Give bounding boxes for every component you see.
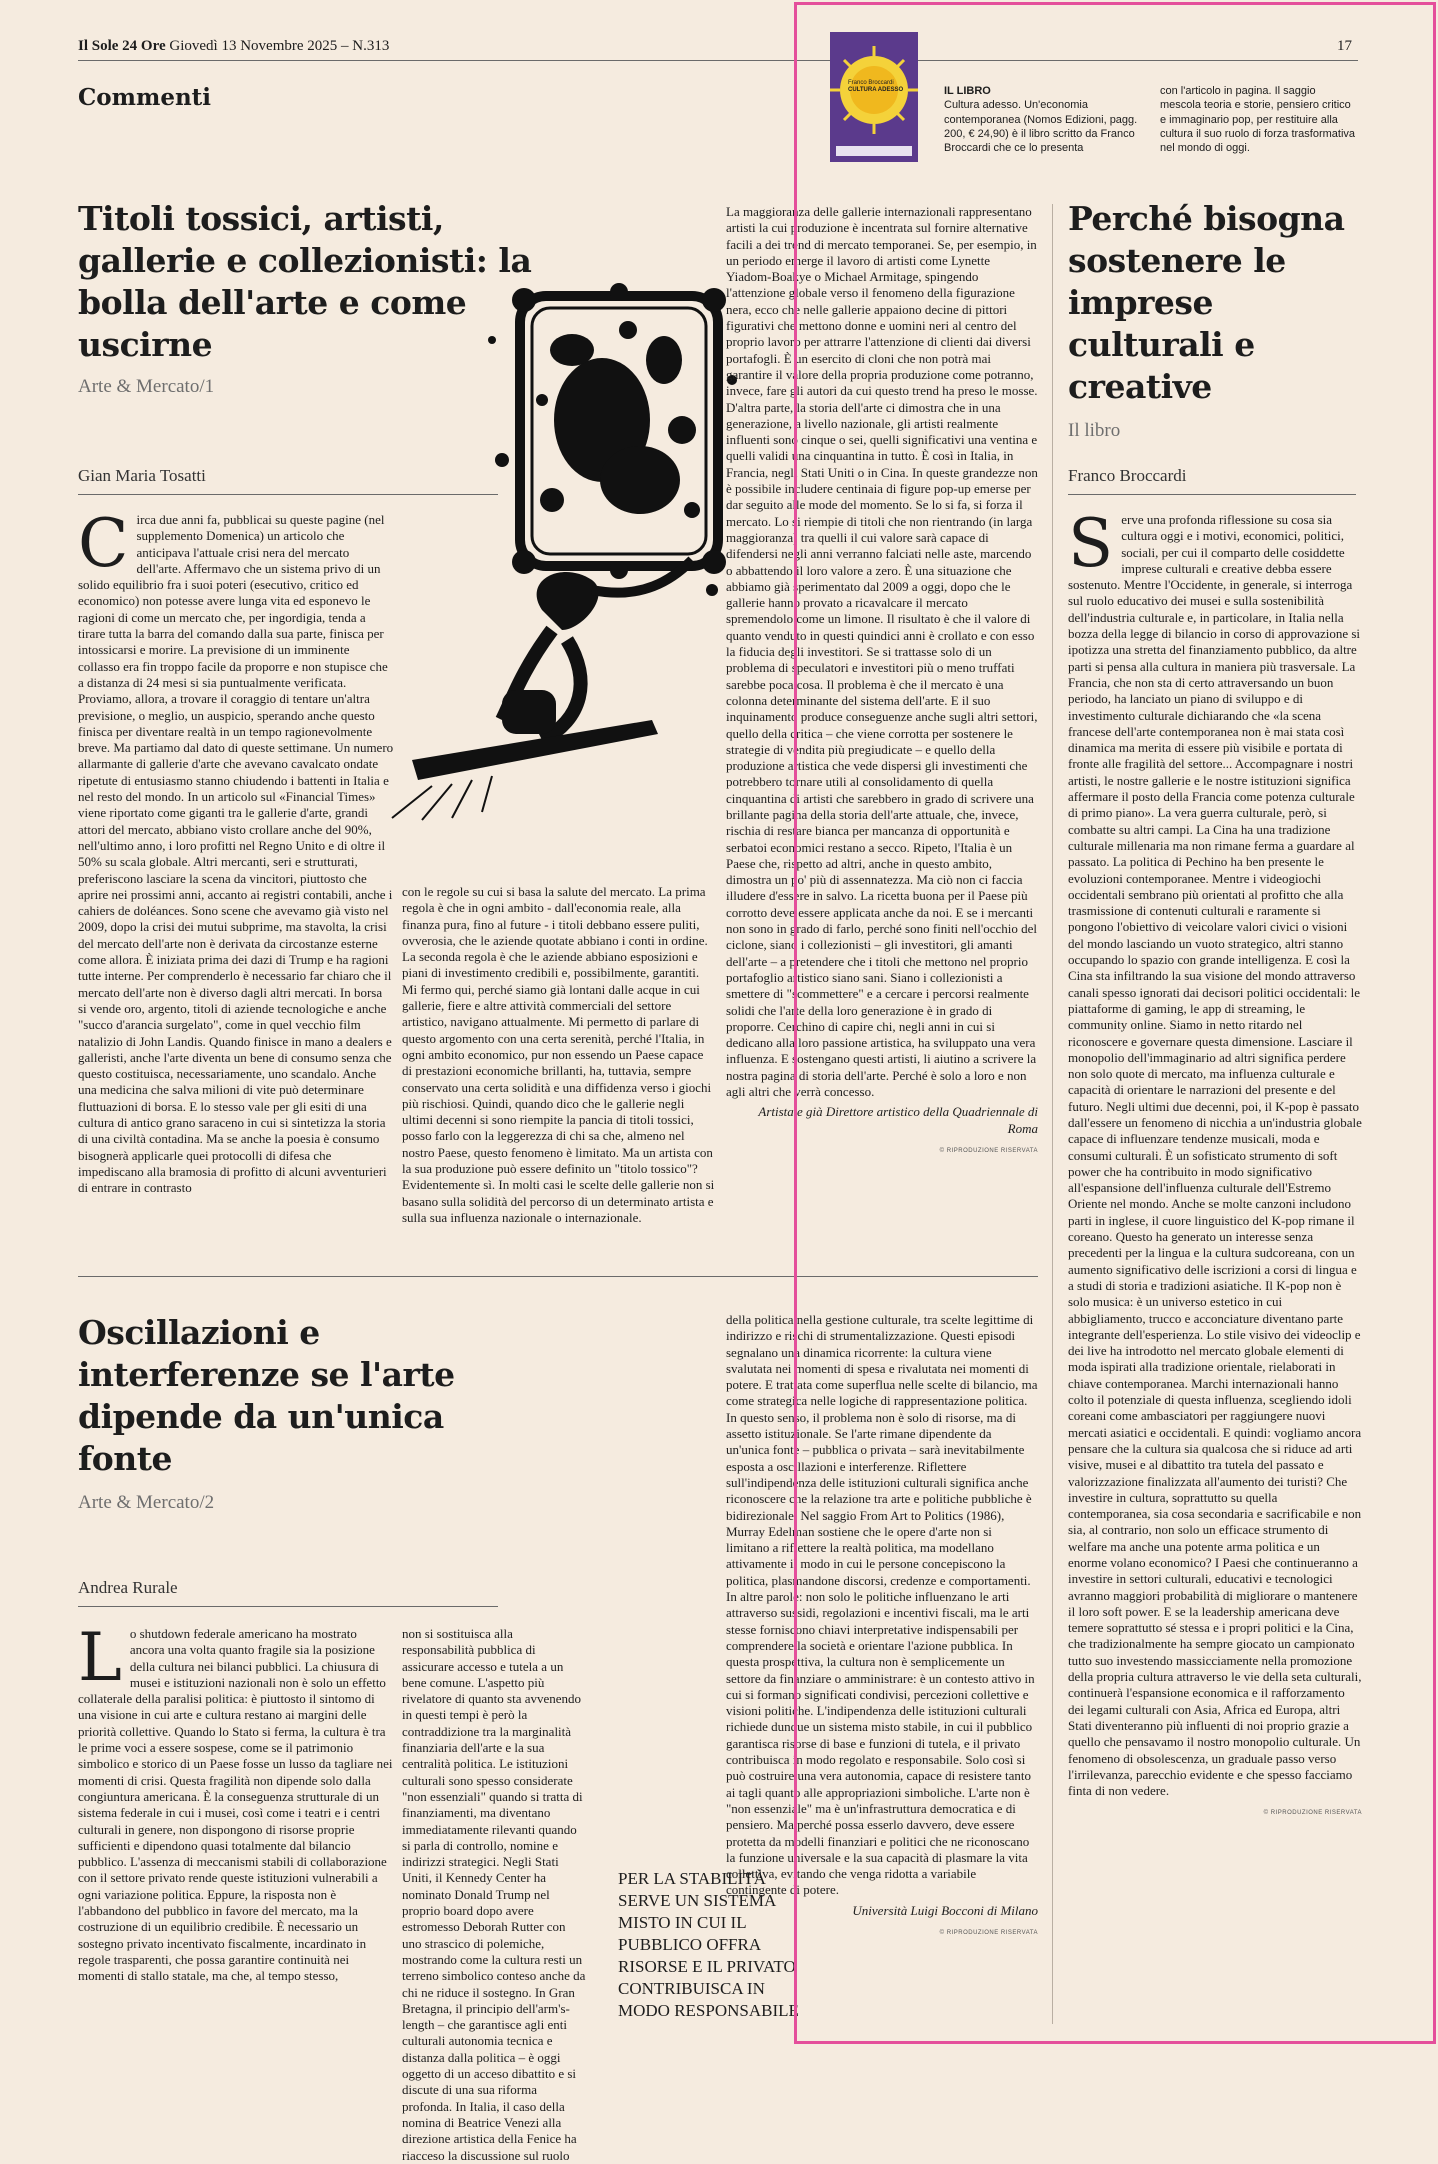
article2-col2-text: non si sostituisca alla responsabilità pubblica di assicurare accesso e tutela a un bene comune. L'aspetto più rivelatore di quanto sta avvenendo in questi tempi è però la contraddizione tra la marginalità finanziaria dell'arte e la sua centralità politica. Le istituzioni culturali sono spesso considerate "non essenziali" quando si tratta di finanziamenti, ma diventano immediatamente rilevanti quando si parla di controllo, nomine e indirizzi strategici. Negli Stati Uniti, il Kennedy Center ha nominato Donald Trump nel proprio board dopo avere estromesso Deborah Rutter con uno strascico di polemiche, mostrando come la cultura resti un terreno simbolico conteso anche da chi ne riduce il sostegno. In Gran Bretagna, il principio dell'arm's-length – che garantisce agli enti culturali autonomia tecnica e distanza dalla politica – è oggi oggetto di un acceso dibattito e si discute di una sua riforma profonda. In Italia, il caso della nomina di Beatrice Venezi alla direzione artistica della Fenice ha riacceso la discussione sul ruolo <box>402 1626 586 2163</box>
skateboarder-figure-icon <box>392 560 692 820</box>
article2-pullquote: PER LA STABILITÀ SERVE UN SISTEMA MISTO IN CUI IL PUBBLICO OFFRA RISORSE E IL PRIVATO CONTRIBUISCA IN MODO RESPONSABILE <box>618 1869 799 2020</box>
paper-name: Il Sole 24 Ore <box>78 38 166 54</box>
article2-col2 <box>402 1626 588 2163</box>
ink-frame-skateboarder-illustration <box>392 200 744 820</box>
article1-col2-text: con le regole su cui si basa la salute del mercato. La prima regola è che in ogni ambito - dall'economia reale, alla finanza pura, fino al future - i titoli debbano essere puliti, ovverosia, che le aziende quotate abbiano i conti in ordine. La seconda regola è che le aziende abbiano esposizioni e piani di investimento credibili e, possibilmente, garantiti. Mi fermo qui, perché siamo già lontani dalle acque in cui gallerie, fiere e altre attività commerciali del settore artistico, navigano attualmente. Mi permetto di parlare di questo argomento con una certa serenità, perché l'Italia, in ogni ambito economico, pur non essendo un Paese capace di prestazioni economiche brillanti, ha, tuttavia, sempre conservato una certa solidità e una diffidenza verso i giochi più rischiosi. Quindi, quando dico che le gallerie negli ultimi decenni si sono riempite la pancia di titoli tossici, posso farlo con la leggerezza di chi sa che, almeno nel nostro Paese, questo fenomeno è limitato. Ma un artista con la sua produzione può essere definito un "titolo tossico"? Evidentemente sì. In molti casi le scelte delle gallerie non si basano sulla solidità del percorso di un determinato artista e sulla sua influenza nazionale o internazionale. <box>402 884 715 1225</box>
article1-author: Gian Maria Tosatti <box>78 466 206 485</box>
article2-rights: © RIPRODUZIONE RISERVATA <box>939 1929 1038 1936</box>
article3-kicker: Il libro <box>1068 420 1121 441</box>
article3-author: Franco Broccardi <box>1068 466 1187 485</box>
book-box-description: Cultura adesso. Un'economia contemporanea (Nomos Edizioni, pagg. 200, € 24,90) è il libro scritto da Franco Broccardi che ce lo presenta <box>944 99 1138 155</box>
cover-author: Franco Broccardi <box>848 80 894 86</box>
selection-highlight-frame <box>794 2 1436 2044</box>
article3-dropcap: S <box>1068 505 1114 582</box>
article1-signature: Artista e già Direttore artistico della Quadriennale di Roma <box>758 1104 1038 1136</box>
book-box-text2: con l'articolo in pagina. Il saggio mescola teoria e storie, pensiero critico e immaginario pop, per restituire alla cultura il suo ruolo di forza trasformativa nel mondo di oggi. <box>1160 85 1356 155</box>
cover-title: CULTURA ADESSO <box>848 87 904 93</box>
article1-dropcap: C <box>78 505 129 582</box>
article2-col3-text: della politica nella gestione culturale, tra scelte legittime di indirizzo e rischi di strumentalizzazione. Questi episodi segnalano una dinamica ricorrente: la cultura viene svalutata nei momenti di spesa e rivalutata nei momenti di potere. E trattata come superflua nelle scelte di bilancio, ma come strategica nelle logiche di rappresentazione politica. In questo senso, il problema non è solo di risorse, ma di assetto istituzionale. Se l'arte rimane dipendente da un'unica fonte – pubblica o privata – sarà inevitabilmente esposta a oscillazioni e interferenze. Riflettere sull'indipendenza delle istituzioni culturali significa anche riconoscere che la relazione tra arte e politiche pubbliche è bidirezionale. Nel saggio From Art to Politics (1986), Murray Edelman sostiene che le opere d'arte non si limitano a riflettere la realtà politica, ma modellano attivamente il modo in cui le persone concepiscono la politica, plasmandone discorsi, credenze e comportamenti. In altre parole: non solo le politiche influenzano le arti attraverso sussidi, regolazioni e incentivi fiscali, ma le arti stesse forniscono chiavi interpretative indispensabili per comprendere la società e orientare l'azione pubblica. In questa prospettiva, la cultura non è semplicemente un settore da finanziare o amministrare: è un contesto attivo in cui si formano significati condivisi, percezioni collettive e visioni politiche. L'indipendenza delle istituzioni culturali richiede dunque un sistema misto stabile, in cui il pubblico garantisca risorse di base e funzioni di tutela, e il privato contribuisca in modo regolato e responsabile. Solo così si può costruire una vera autonomia, capace di resistere tanto ai tagli quanto alle appropriazioni simboliche. L'arte non è "non essenziale" ma è un'infrastruttura democratica e di pensiero. Ma perché possa esserlo davvero, deve essere protetta da modelli finanziari e politici che ne riconoscano la funzione universale e la sua capacità di plasmare la vita collettiva, evitando che venga ridotta a variabile contingente di potere. <box>726 1312 1038 1898</box>
article2-title: Oscillazioni e interferenze se l'arte dipende da un'unica fonte <box>78 1313 455 1478</box>
article2-col1 <box>78 1619 394 2026</box>
article3-text: erve una profonda riflessione su cosa sia cultura oggi e i motivi, economici, politici, sociali, per cui il comparto delle cosiddette imprese culturali e creative debba essere sostenuto. Mentre l'Occidente, in generale, si interroga sul ruolo educativo dei musei e sulla sostenibilità dell'industria culturale e, in particolare, in Italia nella bozza della legge di bilancio in corso di approvazione si ipotizza una stretta del finanziamento pubblico, da altre parti si pensa alla cultura in maniera più trasversale. La Francia, che non sta di certo attraversando un buon periodo, ha lanciato un piano di sviluppo e di investimento culturale dichiarando che «la scena francese dell'arte contemporanea non è mai stata così dinamica ma merita di essere più visibile e portata di fronte alle fragilità del settore... Accompagnare i nostri artisti, le nostre gallerie e le nostre istituzioni significa affermare il posto della Francia come potenza culturale di primo piano». La vera guerra culturale, però, si combatte su altri campi. La Cina ha una tradizione culturale millenaria ma non rimane ferma a guardare al passato. La politica di Pechino ha ben presente le evoluzioni contemporanee. Mentre i videogiochi occidentali sembrano più orientati al profitto che alla trasmissione di contenuti culturali e raramente si pongono l'obiettivo di veicolare valori civici o visioni del mondo lasciando un vuoto strategico, altri stanno occupando lo spazio con grande intelligenza. E così la Cina sta infiltrando la sua visione del mondo attraverso canali spesso ignorati dai decisori politici occidentali: le piattaforme di gaming, le app di streaming, le community online. Siamo in netto ritardo nel riconoscere e governare questa dimensione. Lasciare il monopolio dell'immaginario ad altri significa perdere non solo quote di mercato, ma influenza culturale e capacità di orientare le narrazioni del presente e del futuro. Negli ultimi due decenni, poi, il K-pop è passato dall'essere un fenomeno di nicchia a un'industria globale capace di influenzare tendenze musicali, moda e consumi culturali. È un sofisticato strumento di soft power che ha contribuito in modo significativo all'espansione dell'influenza culturale dell'Estremo Oriente nel mondo. Anche se molte canzoni includono parti in inglese, il cuore linguistico del K-pop rimane il coreano. Questo ha generato un interesse senza precedenti per la lingua e la cultura sudcoreana, con un aumento significativo delle iscrizioni a corsi di lingua e a studi di storia e tradizioni asiatiche. Il K-pop non è solo musica: è un universo estetico in cui abbigliamento, trucco e acconciature diventano parte integrante dell'esperienza. Lo stile visivo dei videoclip e dei live ha introdotto nel mercato globale elementi di moda ispirati alla tradizione orientale, rielaborati in chiave contemporanea. Marchi internazionali hanno colto il potenziale di questa influenza, scegliendo idoli coreani come ambasciatori per raggiungere nuovi mercati asiatici e occidentali. E quindi: vogliamo ancora pensare che la cultura sia qualcosa che si riduce ad arti visive, musei e al dibattito tra tutela del passato e valorizzazione finalizzata all'aumento dei turisti? Che investire in cultura, soprattutto su quella contemporanea, sia cosa secondaria e sacrificabile e non sia, al contrario, non solo un efficace strumento di welfare ma anche una potente arma politica e un enorme volano economico? I Paesi che continueranno a investire in settori culturali, educativi e tecnologici avranno maggiori probabilità di migliorare o mantenere il loro soft power. E se la leadership americana deve temere soprattutto sé stessa e i propri politici e la Cina, che tradizionalmente ha sempre giocato un campionato tutto suo investendo massicciamente nella promozione della propria cultura attraverso le vie della seta culturali, continuerà l'espansione economica e il rafforzamento dei legami culturali con Asia, Africa ed Europa, altri Stati diventeranno più influenti di noi proprio grazie a quello che pensavamo il nostro monopolio culturale. Un fenomeno di obsolescenza, un graduale passo verso l'irrilevanza, parecchio evidente e che spesso facciamo finta di non vedere. <box>1068 512 1362 1799</box>
article3-title: Perché bisogna sostenere le imprese culturali e creative <box>1068 199 1345 406</box>
article1-title: Titoli tossici, artisti, gallerie e collezionisti: la bolla dell'arte e come uscirne <box>78 199 532 364</box>
article1-rights: © RIPRODUZIONE RISERVATA <box>939 1147 1038 1154</box>
article2-author: Andrea Rurale <box>78 1578 178 1597</box>
article2-col1-text: o shutdown federale americano ha mostrato ancora una volta quanto fragile sia la posizione della cultura nei bilanci pubblici. La chiusura di musei e istituzioni nazionali non è solo un effetto collaterale della paralisi politica: è piuttosto il sintomo di una visione in cui arte e cultura restano ai margini delle priorità collettive. Quando lo Stato si ferma, la cultura è tra le prime voci a essere sospese, come se il patrimonio simbolico e storico di un Paese fosse un lusso da tagliare nei momenti di crisi. Questa fragilità non dipende solo dalla congiuntura americana. È la conseguenza strutturale di un sistema federale in cui i musei, così come i teatri e i centri culturali in genere, non dispongono di risorse proprie sufficienti e dipendono quasi totalmente dal bilancio pubblico. L'assenza di meccanismi stabili di collaborazione con il settore privato rende queste istituzioni vulnerabili a ogni variazione politica. Eppure, la risposta non è l'abbandono del pubblico in favore del mercato, ma la costruzione di un equilibrio credibile. È necessario un sostegno privato incentivato fiscalmente, incardinato in regole trasparenti, che possa garantire continuità nei momenti di stallo statale, ma che, al tempo stesso, <box>78 1626 393 1984</box>
article2-dropcap: L <box>78 1619 122 1696</box>
article2-author-rule <box>78 1606 498 1607</box>
article2-title-block <box>78 1312 538 1514</box>
article1-col1-text: irca due anni fa, pubblicai su queste pagine (nel supplemento Domenica) un articolo che anticipava l'attuale crisi nera del mercato dell'arte. Affermavo che un sistema privo di un solido equilibrio fra i suoi poteri (esecutivo, critico ed economico) non potesse avere lunga vita ed esponevo le ragioni di come un mercato che, per ingordigia, tenda a tirare tutta la barra del comando dalla sua parte, finisca per intossicarsi e morire. La previsione di un imminente collasso era fin troppo facile da proporre e non stupisce che a distanza di 24 mesi si sia puntualmente verificata. Proviamo, allora, a trovare il coraggio di tentare un'altra previsione, o meglio, un auspicio, sperando anche questo finisca per diventare realtà in un tempo ragionevolmente breve. Ma partiamo dal dato di queste settimane. Un numero allarmante di gallerie d'arte che avevano cavalcato ondate ripetute di entusiasmo stanno chiudendo i battenti in Italia e nel resto del mondo. In un articolo sul «Financial Times» viene riportato come giganti tra le gallerie d'arte, grandi attori del mercato, abbiano visto crollare anche del 90%, nell'ultimo anno, i loro profitti nel Regno Unito e di oltre il 50% su scala globale. Altri mercanti, seri e strutturati, preferiscono lasciare la scena da vincitori, piuttosto che aprire nei prossimi anni, accanto ai registri contabili, anche i cahiers de doléances. Sono scene che avevamo già visto nel 2009, dopo la crisi dei mutui subprime, ma stavolta, la crisi del mercato dell'arte non è derivata da circostanze esterne come allora. È iniziata prima dei dazi di Trump e ha ragioni tutte interne. Per comprenderlo è necessario far chiaro che il mercato dell'arte non è diverso dagli altri mercati. In borsa si vende oro, argento, titoli di aziende tecnologiche e anche "succo d'arancia surgelato", come in quel vecchio film natalizio di John Landis. Quando finisce in mano a dealers e galleristi, anche l'arte diventa un bene di consumo senza che questo costituisca, necessariamente, uno scandalo. Anche una medicina che salva milioni di vite può determinare fluttuazioni di borsa. E lo stesso vale per gli esiti di una cultura di antico grano saraceno in cui si sintetizza la storia di una civiltà contadina. Ma se anche la poesia è consumo bisognerà applicarle quei protocolli di difesa che impediscano alla bramosia di profitto di alcuni avventurieri di entrare in contrasto <box>78 512 394 1196</box>
page-number: 17 <box>1337 38 1352 54</box>
article2-signature: Università Luigi Bocconi di Milano <box>852 1902 1038 1918</box>
article2-kicker: Arte & Mercato/2 <box>78 1492 215 1513</box>
date-issue: Giovedì 13 Novembre 2025 – N.313 <box>169 38 390 54</box>
article1-col2 <box>402 884 716 1252</box>
article3-rights: © RIPRODUZIONE RISERVATA <box>1263 1810 1362 1817</box>
article1-kicker: Arte & Mercato/1 <box>78 376 215 397</box>
article1-col1 <box>78 505 394 1252</box>
book-box-label: IL LIBRO <box>944 85 991 97</box>
article1-col3-text: La maggioranza delle gallerie internazionali rappresentano artisti la cui produzione è incentrata sul fornire alternative facili a dei trend di mercato temporanei. Se, per esempio, in un periodo emerge il lavoro di artisti come Lynette Yiadom-Boakye o Michael Armitage, spingendo l'attenzione globale verso il fenomeno della figurazione nera, ecco che nelle gallerie appaiono decine di pittori figurativi che mettono donne e uomini neri al centro del proprio lavoro per attrarre l'attenzione di clienti dai diversi portafogli. È un esercito di cloni che non potrà mai garantire il valore della propria produzione come potranno, invece, fare gli autori da cui questo trend ha preso le mosse. D'altra parte, la storia dell'arte ci dimostra che in una generazione, a livello nazionale, gli artisti realmente influenti sono cinque o sei, quelli significativi una ventina e quelli validi una cinquantina in tutto. È così in Italia, in Francia, negli Stati Uniti o in Cina. In queste grandezze non è possibile includere centinaia di figure pop-up emerse per dar seguito alle mode del momento. Se lo si fa, si forza il mercato. Lo si riempie di titoli che non rientrando (in larga maggioranza) tra quelli il cui valore sarà capace di difendersi negli anni verranno falciati nelle aste, marcendo o abbattendo il loro valore a zero. È una situazione che abbiamo già sperimentato dal 2009 a oggi, dopo che le gallerie hanno provato a ricavalcare il mercato spremendolo come un limone. Il risultato è che il valore di quanto venduto in questi quindici anni è crollato e con esso la fiducia degli investitori. Se si trattasse solo di un problema di speculatori e investitori più o meno truffati sarebbe poca cosa. Il problema è che il mercato è una colonna determinante del sistema dell'arte. E il suo inquinamento produce conseguenze anche sugli altri settori, quello della critica – che viene corrotta per sostenere le strategie di vendita più pregiudicate – e quello della produzione artistica che vede dispersi gli investimenti che potrebbero tornare utili al consolidamento di quella cinquantina di artisti che sarebbero in grado di scrivere una brillante pagina della storia dell'arte attuale, che, invece, rischia di restare bianca per mancanza di opportunità e serbatoi economici restano a secco. Ripeto, l'Italia è un Paese che, rispetto ad altri, anche in questo ambito, dimostra un po' più di assennatezza. Ma ciò non ci faccia illudere d'essere in salvo. La ricetta buona per il Paese più corrotto deve essere applicata anche da noi. E se i mercanti non sono in grado di farlo, perché sono finiti nell'occhio del ciclone, siano i collezionisti – gli investitori, gli amanti dell'arte – a pretendere che i titoli che mettono nel proprio portafoglio artistico siano sani. Siano i collezionisti a smettere di "scommettere" e a cercare i percorsi realmente solidi che l'arte della loro generazione è in grado di proporre. Cerchino di capire chi, negli anni in cui si dedicano alla loro passione artistica, ha sviluppato una vera influenza. E sostengano questi artisti, li aiutino a scrivere la nostra pagina di storia dell'arte. Perché è solo a loro e non agli altri che verrà concesso. <box>726 204 1038 1100</box>
section-title: Commenti <box>78 84 212 111</box>
masthead-date <box>78 38 389 55</box>
